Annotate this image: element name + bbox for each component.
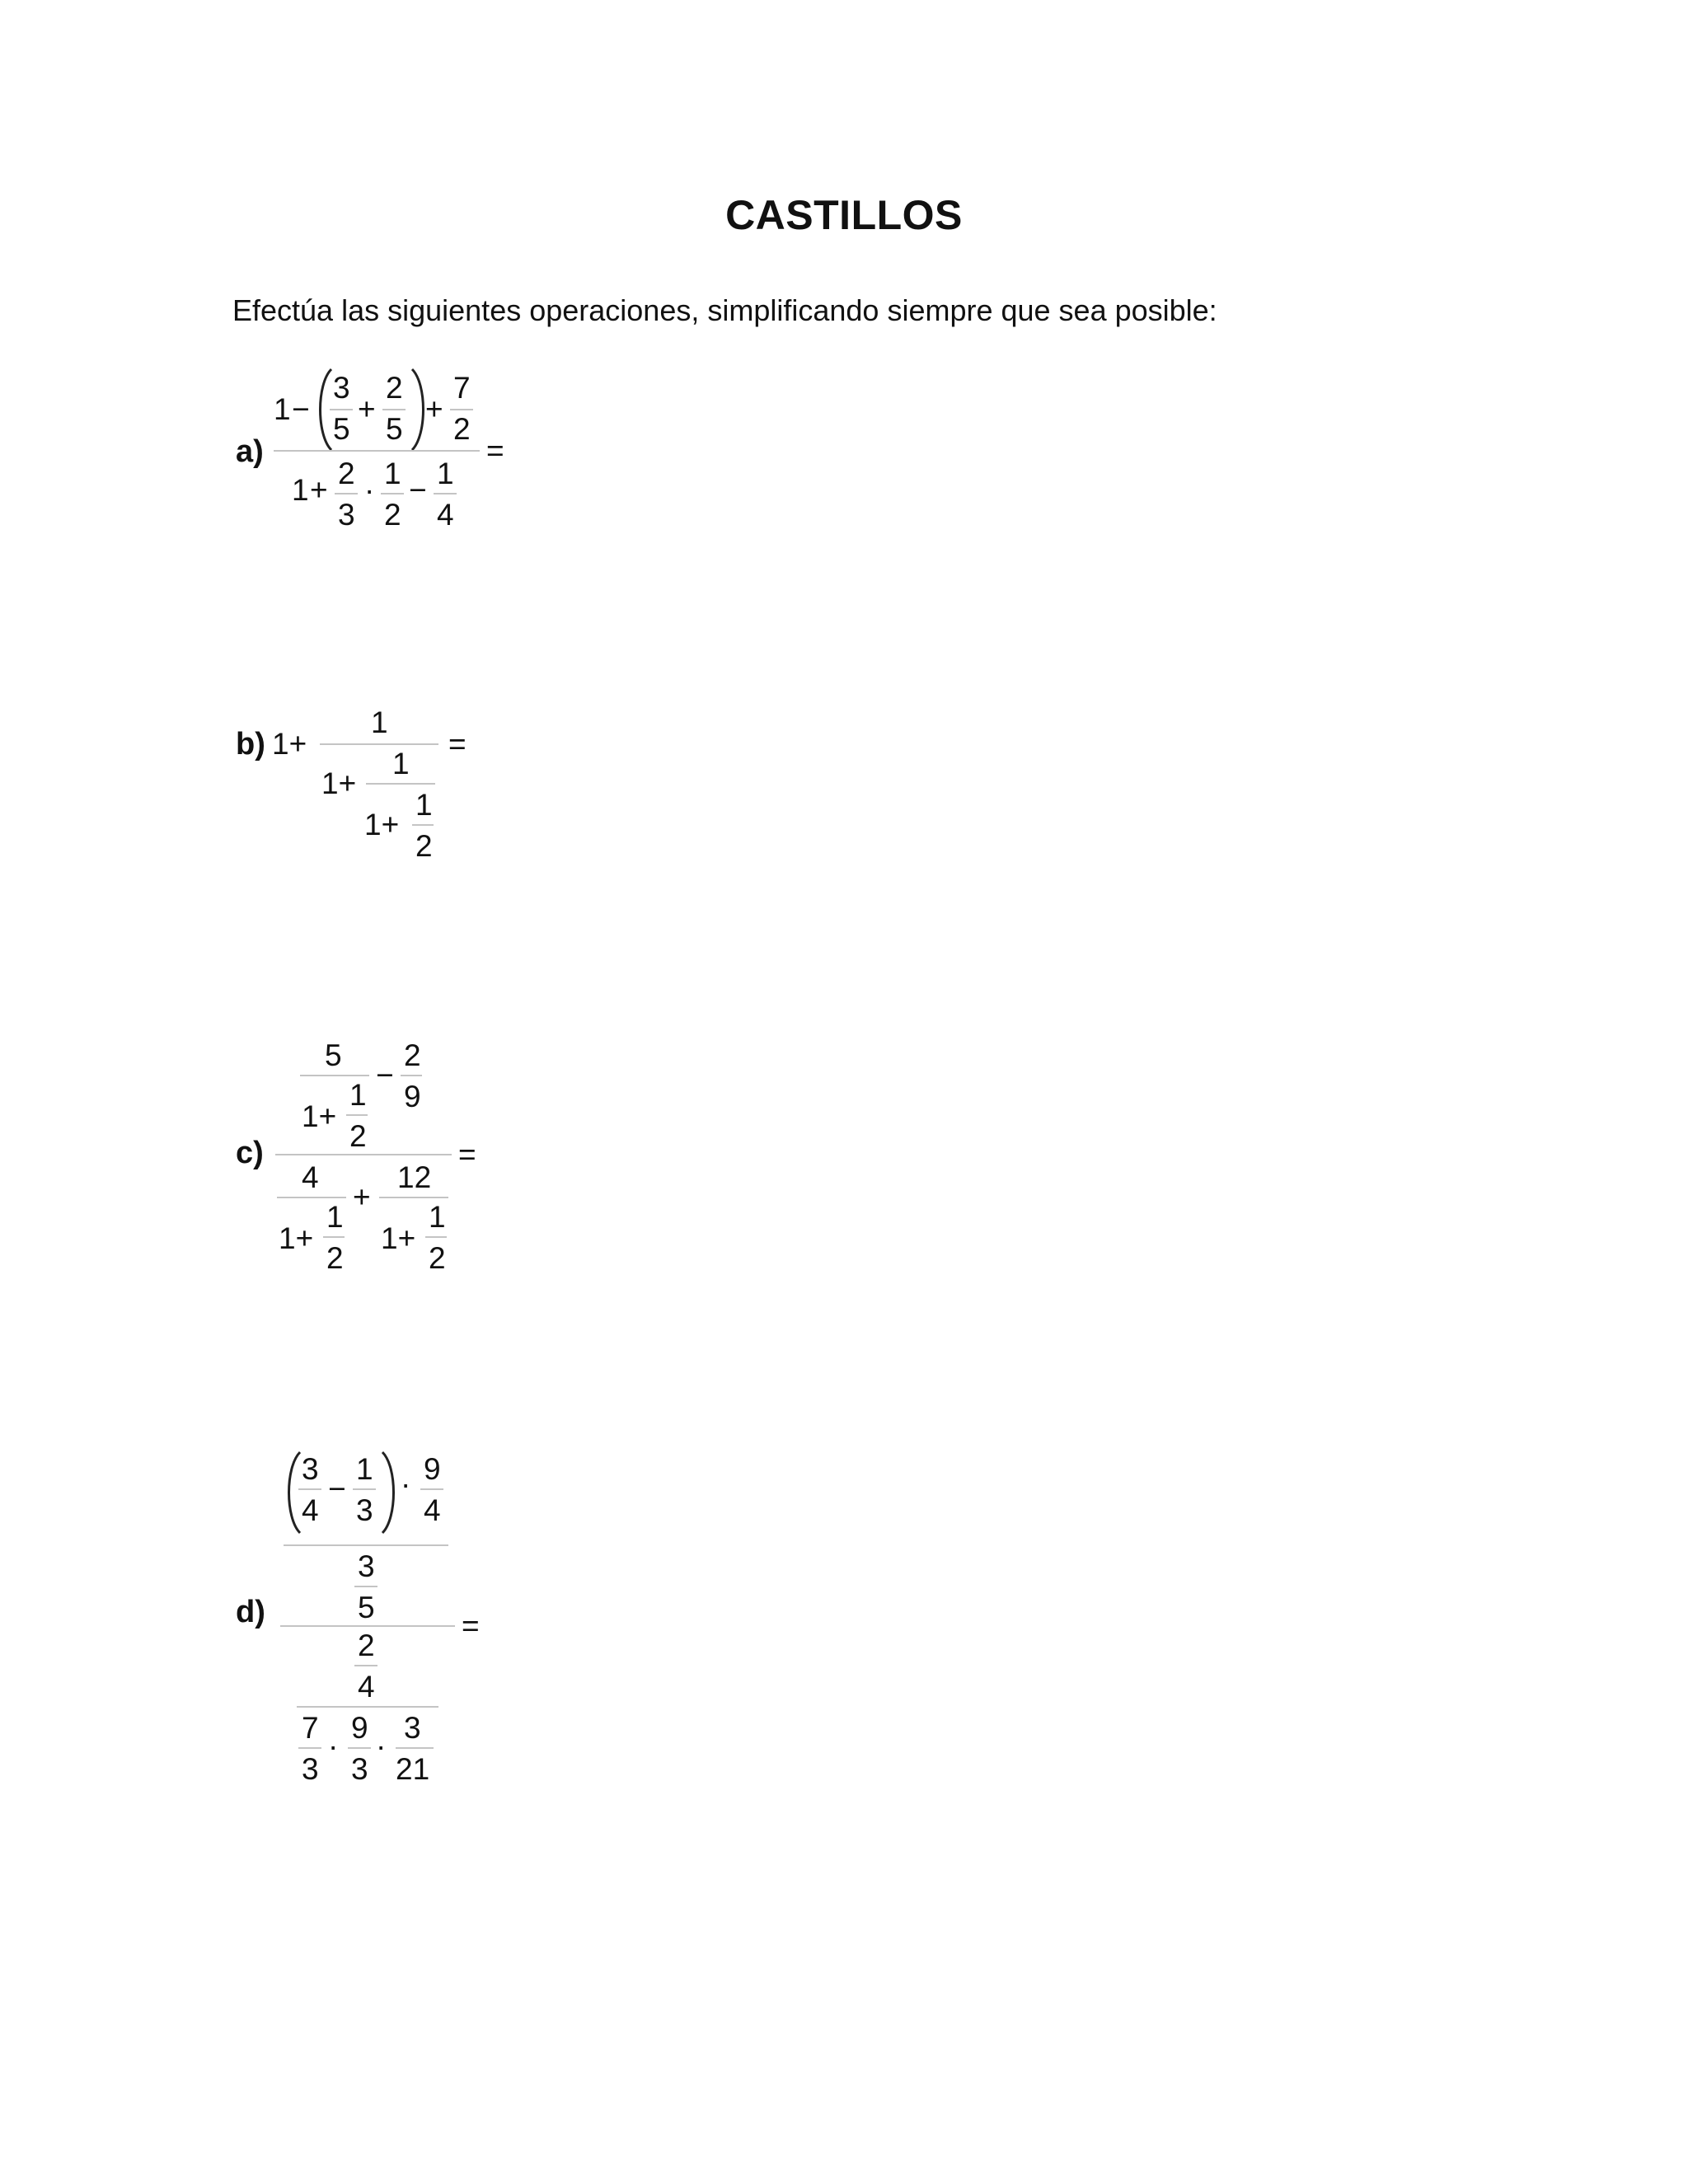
numerator-digit: 2 — [404, 1038, 421, 1072]
expression-term: 1 — [292, 473, 309, 507]
main-fraction-bar — [320, 743, 438, 745]
denominator-digit: 2 — [415, 829, 433, 863]
operator-symbol: + — [358, 392, 376, 426]
expression-term: 1+ — [272, 727, 307, 761]
left-parenthesis — [280, 1451, 303, 1535]
fraction-bar — [298, 1488, 321, 1490]
operator-symbol: + — [310, 473, 328, 507]
fraction-bar — [420, 1488, 443, 1490]
denominator-digit: 2 — [453, 412, 471, 446]
denominator-digit: 4 — [302, 1493, 319, 1527]
denominator-digit: 4 — [424, 1493, 441, 1527]
fraction-bar — [412, 824, 434, 826]
numerator-digit: 1 — [326, 1200, 344, 1234]
numerator-digit: 1 — [437, 457, 454, 490]
main-fraction-bar — [275, 1154, 452, 1155]
equals-sign: = — [448, 727, 467, 761]
numerator-digit: 3 — [358, 1549, 375, 1583]
exercise-label: b) — [236, 727, 265, 762]
denominator-digit: 2 — [429, 1241, 446, 1275]
fraction-bar — [298, 1747, 321, 1749]
denominator-digit: 9 — [404, 1080, 421, 1113]
numerator-digit: 2 — [338, 457, 355, 490]
numerator-digit: 1 — [356, 1452, 373, 1486]
denominator-digit: 5 — [358, 1591, 375, 1624]
numerator-digit: 12 — [397, 1160, 432, 1194]
fraction-bar — [382, 409, 406, 410]
fraction-bar — [354, 1586, 377, 1587]
numerator-digit: 7 — [453, 371, 471, 405]
numerator-digit: 3 — [333, 371, 350, 405]
denominator-digit: 2 — [326, 1241, 344, 1275]
denominator-digit: 3 — [351, 1752, 368, 1786]
main-fraction-bar — [280, 1625, 455, 1627]
fraction-bar — [330, 409, 353, 410]
operator-symbol: · — [364, 473, 375, 507]
numerator-digit: 2 — [358, 1629, 375, 1662]
numerator-digit: 1 — [349, 1078, 367, 1112]
expression-term: 1+ — [364, 808, 400, 841]
numerator-digit: 3 — [302, 1452, 319, 1486]
operator-symbol: · — [328, 1729, 339, 1763]
fraction-bar — [401, 1075, 422, 1076]
operator-symbol: · — [401, 1467, 411, 1501]
numerator-digit: 3 — [404, 1711, 421, 1745]
fraction-bar — [354, 1665, 377, 1666]
denominator-digit: 3 — [338, 498, 355, 532]
main-fraction-bar — [274, 450, 480, 452]
fraction-bar — [366, 783, 435, 785]
operator-symbol: − — [409, 473, 427, 507]
fraction-bar — [381, 493, 404, 494]
fraction-bar — [284, 1544, 448, 1546]
fraction-bar — [434, 493, 457, 494]
denominator-digit: 4 — [358, 1670, 375, 1704]
denominator-digit: 3 — [302, 1752, 319, 1786]
fraction-bar — [297, 1706, 438, 1708]
expression-term: 1 — [274, 392, 291, 426]
operator-symbol: + — [353, 1180, 371, 1214]
fraction-bar — [379, 1197, 448, 1198]
numerator-digit: 1 — [371, 705, 388, 739]
numerator-digit: 1 — [392, 747, 410, 780]
fraction-bar — [348, 1747, 371, 1749]
expression-term: 1+ — [302, 1099, 337, 1133]
denominator-digit: 4 — [437, 498, 454, 532]
exercise-label: a) — [236, 434, 264, 469]
operator-symbol: − — [292, 392, 310, 426]
instructions-text: Efectúa las siguientes operaciones, simplificando siempre que sea posible: — [232, 293, 1217, 327]
operator-symbol: − — [376, 1058, 394, 1092]
numerator-digit: 2 — [386, 371, 403, 405]
denominator-digit: 3 — [356, 1493, 373, 1527]
denominator-digit: 2 — [384, 498, 401, 532]
fraction-bar — [353, 1488, 376, 1490]
numerator-digit: 9 — [424, 1452, 441, 1486]
fraction-bar — [450, 409, 473, 410]
fraction-bar — [323, 1236, 345, 1238]
equals-sign: = — [458, 1137, 476, 1171]
operator-symbol: + — [425, 392, 443, 426]
denominator-digit: 21 — [396, 1752, 430, 1786]
operator-symbol: − — [328, 1472, 346, 1506]
right-parenthesis — [379, 1451, 402, 1535]
operator-symbol: · — [376, 1729, 387, 1763]
fraction-bar — [346, 1114, 368, 1116]
equals-sign: = — [486, 434, 504, 467]
exercise-label: c) — [236, 1136, 264, 1170]
equals-sign: = — [462, 1609, 480, 1643]
exercise-label: d) — [236, 1595, 265, 1629]
numerator-digit: 5 — [325, 1038, 342, 1072]
expression-term: 1+ — [381, 1221, 416, 1255]
expression-term: 1+ — [321, 766, 357, 800]
fraction-bar — [396, 1747, 434, 1749]
numerator-digit: 1 — [429, 1200, 446, 1234]
page-title: CASTILLOS — [725, 192, 963, 238]
numerator-digit: 4 — [302, 1160, 319, 1194]
fraction-bar — [335, 493, 358, 494]
numerator-digit: 1 — [415, 788, 433, 822]
denominator-digit: 2 — [349, 1119, 367, 1153]
numerator-digit: 7 — [302, 1711, 319, 1745]
expression-term: 1+ — [279, 1221, 314, 1255]
fraction-bar — [300, 1075, 369, 1076]
denominator-digit: 5 — [386, 412, 403, 446]
numerator-digit: 9 — [351, 1711, 368, 1745]
fraction-bar — [277, 1197, 346, 1198]
denominator-digit: 5 — [333, 412, 350, 446]
numerator-digit: 1 — [384, 457, 401, 490]
fraction-bar — [425, 1236, 447, 1238]
